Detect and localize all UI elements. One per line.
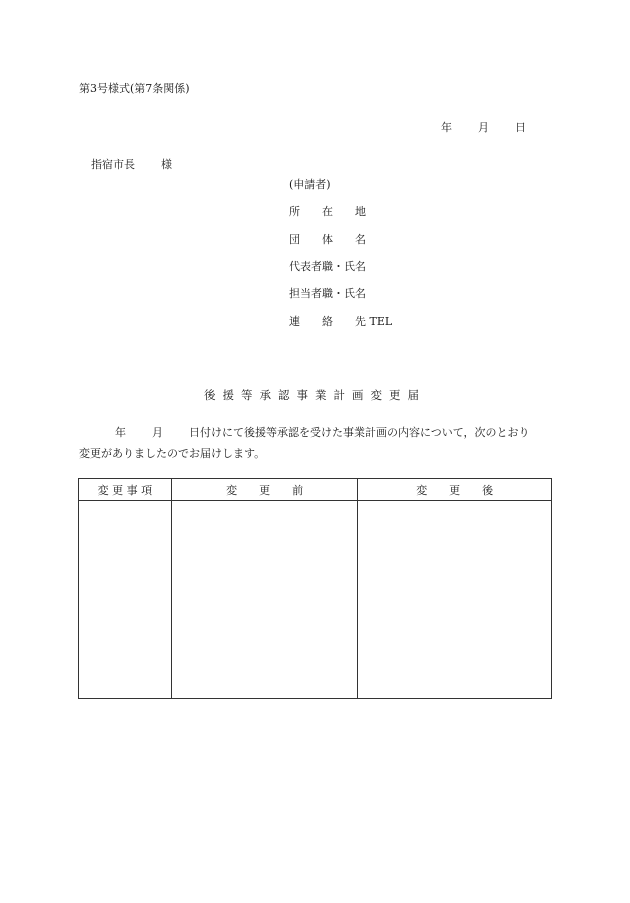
body-text	[79, 422, 551, 464]
field-label: 代表者職・氏名	[289, 260, 366, 273]
document-title: 後援等承認事業計画変更届	[204, 388, 426, 402]
cell-after[interactable]	[358, 501, 552, 699]
applicant-heading: (申請者)	[289, 178, 331, 191]
body-line2: 変更がありましたのでお届けします。	[79, 447, 266, 460]
body-year: 年	[115, 426, 126, 439]
body-month: 月	[152, 426, 163, 439]
field-label: 担当者職・氏名	[289, 287, 366, 300]
addressee-honorific: 様	[161, 158, 172, 171]
field-address	[289, 203, 366, 219]
table-row	[79, 501, 552, 699]
field-contact	[289, 313, 392, 329]
addressee-name: 指宿市長	[91, 158, 135, 171]
header-after: 変 更 後	[358, 479, 552, 501]
changes-table	[78, 478, 552, 699]
header-change-item: 変 更 事 項	[79, 479, 172, 501]
field-representative	[289, 258, 366, 274]
field-organization	[289, 231, 366, 247]
field-contact-person	[289, 285, 366, 301]
date-day: 日	[515, 121, 526, 134]
body-line1: 日付けにて後援等承認を受けた事業計画の内容について，次のとおり	[189, 426, 530, 439]
cell-before[interactable]	[171, 501, 358, 699]
form-number: 第3号様式(第7条関係)	[79, 82, 190, 95]
table-header-row	[79, 479, 552, 501]
date-line	[441, 119, 526, 135]
field-value: TEL	[369, 315, 393, 328]
field-label: 連 絡 先	[289, 315, 366, 328]
addressee	[91, 156, 172, 172]
date-month: 月	[478, 121, 489, 134]
cell-change-item[interactable]	[79, 501, 172, 699]
header-before: 変 更 前	[171, 479, 358, 501]
field-label: 団 体 名	[289, 233, 366, 246]
field-label: 所 在 地	[289, 205, 366, 218]
date-year: 年	[441, 121, 452, 134]
